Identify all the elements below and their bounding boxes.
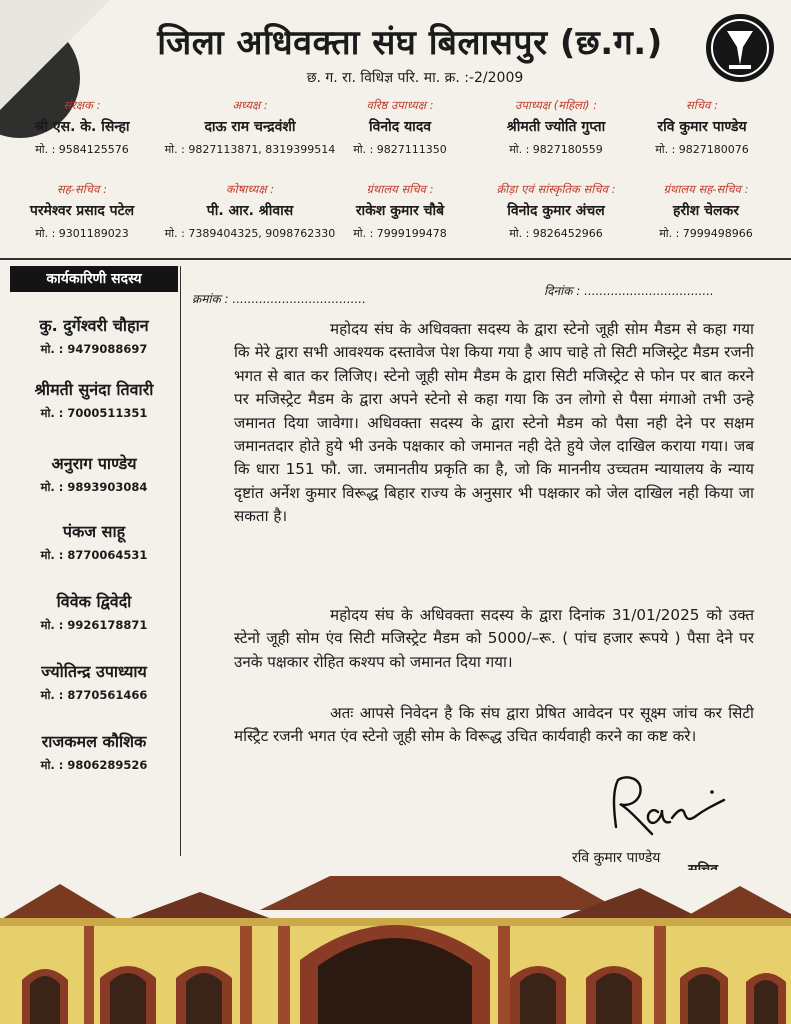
officer-role: कोषाध्यक्ष : [225, 182, 275, 196]
officer-name: विनोद यादव [368, 119, 432, 135]
officer-patron [2, 98, 162, 157]
member-mobile: मो. : 9479088697 [40, 342, 148, 356]
officer-secretary [622, 98, 782, 157]
officer-sports-secretary [470, 182, 642, 241]
officer-role: सह-सचिव : [56, 182, 107, 196]
member-entry [10, 730, 178, 773]
letterhead-title: जिला अधिवक्ता संघ बिलासपुर (छ.ग.) [157, 23, 663, 63]
officer-role: ग्रंथालय सचिव : [366, 182, 434, 196]
officer-role: अध्यक्ष : [232, 98, 268, 112]
officer-name: श्री एस. के. सिन्हा [34, 119, 130, 135]
handwritten-signature [596, 772, 756, 842]
officer-name: विनोद कुमार अंचल [507, 203, 605, 219]
office-bearers [0, 98, 791, 248]
date-field: दिनांक : .................................. [544, 284, 714, 298]
member-name: कु. दुर्गेश्वरी चौहान [39, 316, 149, 335]
header-divider [0, 258, 791, 260]
member-entry [10, 520, 178, 563]
officer-mobile: मो. : 7999498966 [659, 227, 753, 240]
officer-mobile: मो. : 9827111350 [353, 143, 447, 156]
letter-paragraph-2: महोदय संघ के अधिवक्ता सदस्य के द्वारा दिनांक 31/01/2025 को उक्त स्टेनो जूही सोम एंव सिटी मजिस्ट्रेट मैडम को 5000/–रू. ( पांच हजार रूपये ) पैसा देने पर उनके पक्षकार रोहित कश्यप को जमानत दिया गया। [234, 606, 754, 671]
reference-number-field: क्रमांक : ................................... [192, 292, 366, 306]
officer-name: दाऊ राम चन्द्रवंशी [204, 119, 296, 135]
officer-role: क्रीड़ा एवं सांस्कृतिक सचिव : [496, 182, 616, 196]
officer-mobile: मो. : 7999199478 [353, 227, 447, 240]
member-entry [10, 590, 178, 633]
registration-number: छ. ग. रा. विधिज्ञ परि. मा. क्र. :-2/2009 [306, 70, 524, 86]
sidebar-heading: कार्यकारिणी सदस्य [10, 266, 178, 292]
officer-role: वरिष्ठ उपाध्यक्ष : [366, 98, 434, 112]
member-entry [10, 452, 178, 495]
member-mobile: मो. : 8770064531 [40, 548, 148, 562]
officer-role: ग्रंथालय सह-सचिव : [663, 182, 749, 196]
officer-vp-women [476, 98, 636, 157]
member-mobile: मो. : 8770561466 [40, 688, 148, 702]
officer-mobile: मो. : 9826452966 [509, 227, 603, 240]
officer-name: श्रीमती ज्योति गुप्ता [506, 119, 606, 135]
member-entry [10, 378, 178, 421]
member-mobile: मो. : 7000511351 [40, 406, 148, 420]
officer-joint-secretary [2, 182, 162, 241]
advocate-emblem-icon [706, 14, 774, 82]
officer-role: उपाध्यक्ष (महिला) : [515, 98, 597, 112]
officer-name: परमेश्वर प्रसाद पटेल [29, 203, 135, 219]
paper-fold [0, 0, 110, 110]
officer-name: हरीश चेलकर [672, 203, 740, 219]
officer-senior-vp [320, 98, 480, 157]
officer-mobile: मो. : 9827113871, 8319399514 [164, 143, 336, 156]
officer-name: पी. आर. श्रीवास [206, 203, 294, 219]
member-entry [10, 660, 178, 703]
officer-name: रवि कुमार पाण्डेय [657, 119, 747, 135]
member-name: अनुराग पाण्डेय [51, 454, 137, 473]
court-building-illustration [0, 870, 791, 1024]
member-mobile: मो. : 9806289526 [40, 758, 148, 772]
member-name: श्रीमती सुनंदा तिवारी [34, 380, 154, 399]
signatory-name: रवि कुमार पाण्डेय [572, 850, 661, 866]
member-name: ज्योतिन्द्र उपाध्याय [41, 662, 147, 681]
officer-mobile: मो. : 9827180559 [509, 143, 603, 156]
officer-role: संरक्षक : [63, 98, 101, 112]
member-name: पंकज साहू [62, 522, 126, 541]
executive-members-sidebar [10, 266, 181, 856]
officer-mobile: मो. : 9301189023 [35, 227, 129, 240]
member-mobile: मो. : 9926178871 [40, 618, 148, 632]
officer-mobile: मो. : 9584125576 [35, 143, 129, 156]
officer-library-joint-secretary [626, 182, 786, 241]
letter-paragraph-3: अतः आपसे निवेदन है कि संघ द्वारा प्रेषित आवेदन पर सूक्ष्म जांच कर सिटी मस्ट्रिेट रजनी भगत एंव स्टेनो जूही सोम के विरूद्ध उचित कार्यवाही करने का कष्ट करे। [234, 704, 754, 746]
member-entry [10, 314, 178, 357]
officer-role: सचिव : [686, 98, 718, 112]
officer-mobile: मो. : 7389404325, 9098762330 [164, 227, 336, 240]
officer-president [160, 98, 340, 157]
member-name: विवेक द्विवेदी [56, 592, 132, 611]
member-name: राजकमल कौशिक [41, 732, 147, 751]
officer-mobile: मो. : 9827180076 [655, 143, 749, 156]
officer-name: राकेश कुमार चौबे [355, 203, 445, 219]
letter-paragraph-1: महोदय संघ के अधिवक्ता सदस्य के द्वारा स्टेनो जूही सोम मैडम से कहा गया कि मेरे द्वारा सभी आवश्यक दस्तावेज पेश किया गया है आप चाहे तो सिटी मजिस्ट्रेट मैडम रजनी भगत से बात कर लिजिए। स्टेनो जूही सोम मैडम के द्वारा सिटी मजिस्ट्रेट से फोन पर बात करने पर मजिस्ट्रेट मैडम के द्वारा अपने स्टेनो से कहा गया कि उन लोगो से पैसा मंगाओ तभी उन्हे जमानत दिया जावेगा। अधिवक्ता सदस्य के द्वारा स्टेनो मैडम को पैसा नही देने पर सक्षम जमानतदार होते हुये भी उनके पक्षकार को जमानत नही देते हुये जेल दाखिल कराया गया। जब कि धारा 151 फौ. जा. जमानतीय प्रकृति का है, जो कि माननीय उच्चतम न्यायालय के न्याय दृष्टांत अर्नेश कुमार विरूद्ध बिहार राज्य के अनुसार भी पक्षकार को जेल दाखिल नही किया जा सकता है। [234, 320, 754, 526]
officer-treasurer [160, 182, 340, 241]
member-mobile: मो. : 9893903084 [40, 480, 148, 494]
officer-library-secretary [320, 182, 480, 241]
